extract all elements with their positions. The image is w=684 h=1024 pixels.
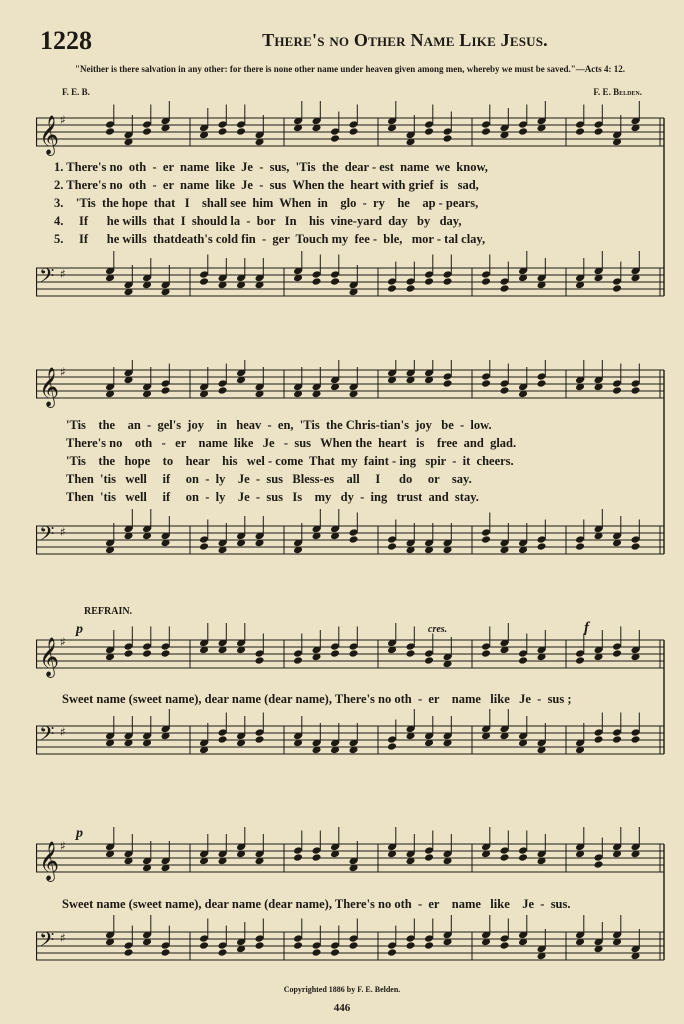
page-number: 446 bbox=[333, 1002, 351, 1014]
hymn-title: There's no Other Name Like Jesus. bbox=[262, 30, 548, 50]
key-sharp-icon: ♯ bbox=[60, 725, 66, 739]
music-system-2 bbox=[36, 360, 668, 570]
note-head bbox=[105, 127, 115, 136]
note-head bbox=[142, 649, 152, 658]
note-head bbox=[330, 948, 340, 957]
refrain-line-2: Sweet name (sweet name), dear name (dear name), There's no oth - er name like Je - sus. bbox=[62, 897, 571, 911]
note-head bbox=[575, 656, 585, 665]
note-head bbox=[387, 542, 397, 551]
note-head bbox=[255, 941, 265, 950]
note-head bbox=[236, 127, 246, 136]
note-head bbox=[293, 656, 303, 665]
note-head bbox=[481, 277, 491, 286]
bass-clef-icon: 𝄢 bbox=[39, 722, 55, 750]
note-head bbox=[387, 284, 397, 293]
note-head bbox=[518, 853, 528, 862]
note-head bbox=[424, 853, 434, 862]
verse-line-5: 5. If he wills thatdeath's cold fin - ger Touch my fee - ble, mor - tal clay, bbox=[54, 232, 486, 246]
note-head bbox=[631, 386, 641, 395]
note-head bbox=[199, 941, 209, 950]
note-head bbox=[330, 277, 340, 286]
note-head bbox=[293, 941, 303, 950]
note-head bbox=[481, 649, 491, 658]
note-head bbox=[218, 386, 228, 395]
note-head bbox=[124, 649, 134, 658]
note-head bbox=[594, 127, 604, 136]
refrain-line-1: Sweet name (sweet name), dear name (dear name), There's no oth - er name like Je - sus ; bbox=[62, 692, 572, 706]
note-head bbox=[255, 656, 265, 665]
note-head bbox=[161, 948, 171, 957]
treble-notes bbox=[105, 360, 660, 398]
note-head bbox=[594, 860, 604, 869]
verse-line-1: 1. There's no oth - er name like Je - sus, 'Tis the dear - est name we know, bbox=[54, 160, 488, 174]
note-head bbox=[406, 284, 416, 293]
note-head bbox=[349, 127, 359, 136]
key-sharp-icon: ♯ bbox=[60, 931, 66, 945]
note-head bbox=[161, 386, 171, 395]
key-sharp-icon: ♯ bbox=[60, 635, 66, 649]
note-head bbox=[500, 386, 510, 395]
note-head bbox=[199, 542, 209, 551]
note-head bbox=[612, 284, 622, 293]
note-head bbox=[142, 127, 152, 136]
note-head bbox=[612, 735, 622, 744]
key-sharp-icon: ♯ bbox=[60, 839, 66, 853]
note-head bbox=[312, 277, 322, 286]
note-head bbox=[537, 542, 547, 551]
treble-clef-icon: 𝄞 bbox=[39, 637, 60, 677]
treble-clef-icon: 𝄞 bbox=[39, 367, 60, 407]
note-head bbox=[424, 656, 434, 665]
note-head bbox=[312, 948, 322, 957]
note-head bbox=[631, 735, 641, 744]
refrain-label: REFRAIN. bbox=[84, 606, 133, 617]
verse-line-1b: 'Tis the an - gel's joy in heav - en, 'Tis the Chris-tian's joy be - low. bbox=[66, 418, 492, 432]
bass-clef-icon: 𝄢 bbox=[39, 928, 55, 956]
note-head bbox=[575, 542, 585, 551]
note-head bbox=[443, 134, 453, 143]
note-head bbox=[161, 649, 171, 658]
note-head bbox=[330, 134, 340, 143]
note-head bbox=[594, 735, 604, 744]
music-credit: F. E. Belden. bbox=[593, 87, 642, 97]
note-head bbox=[481, 535, 491, 544]
note-head bbox=[387, 948, 397, 957]
note-head bbox=[218, 948, 228, 957]
note-head bbox=[255, 735, 265, 744]
note-head bbox=[537, 379, 547, 388]
key-sharp-icon: ♯ bbox=[60, 365, 66, 379]
note-head bbox=[199, 277, 209, 286]
treble-staff bbox=[36, 635, 664, 678]
note-head bbox=[500, 853, 510, 862]
key-sharp-icon: ♯ bbox=[60, 113, 66, 127]
verse-line-5b: Then 'tis well if on - ly Je - sus Is my dy - ing trust and stay. bbox=[66, 490, 479, 504]
note-head bbox=[424, 277, 434, 286]
hymn-number: 1228 bbox=[40, 26, 92, 55]
bass-clef-icon: 𝄢 bbox=[39, 264, 55, 292]
dynamic-forte: f bbox=[584, 620, 589, 636]
note-head bbox=[424, 941, 434, 950]
key-sharp-icon: ♯ bbox=[60, 267, 66, 281]
note-head bbox=[481, 127, 491, 136]
verse-line-3: 3. 'Tis the hope that I shall see him When in glo - ry he ap - pears, bbox=[54, 196, 479, 210]
dynamic-piano-2: p bbox=[76, 826, 83, 841]
note-head bbox=[312, 853, 322, 862]
note-head bbox=[631, 542, 641, 551]
note-head bbox=[349, 649, 359, 658]
verse-line-4b: Then 'tis well if on - ly Je - sus Bless-es all I do or say. bbox=[66, 472, 472, 486]
copyright-notice: Copyrighted 1886 by F. E. Belden. bbox=[283, 985, 401, 994]
music-system-3 bbox=[36, 622, 668, 772]
note-head bbox=[406, 649, 416, 658]
note-head bbox=[124, 948, 134, 957]
dynamic-piano: p bbox=[76, 622, 83, 637]
scripture-epigraph: "Neither is there salvation in any other: for there is none other name under heaven given among men, whereby we must be saved."—Acts 4: 12. bbox=[74, 64, 626, 74]
note-head bbox=[443, 379, 453, 388]
note-head bbox=[387, 742, 397, 751]
note-head bbox=[218, 127, 228, 136]
verse-line-3b: 'Tis the hope to hear his wel - come That my faint - ing spir - it cheers. bbox=[66, 454, 514, 468]
note-head bbox=[424, 127, 434, 136]
note-head bbox=[218, 735, 228, 744]
treble-clef-icon: 𝄞 bbox=[39, 115, 60, 155]
treble-clef-icon: 𝄞 bbox=[39, 841, 60, 881]
key-sharp-icon: ♯ bbox=[60, 525, 66, 539]
note-head bbox=[500, 284, 510, 293]
note-head bbox=[518, 656, 528, 665]
note-head bbox=[293, 853, 303, 862]
music-system-1 bbox=[36, 100, 668, 310]
note-head bbox=[575, 127, 585, 136]
verse-line-4: 4. If he wills that I should la - bor In his vine-yard day by day, bbox=[54, 214, 462, 228]
verse-line-2: 2. There's no oth - er name like Je - sus When the heart with grief is sad, bbox=[54, 178, 479, 192]
verse-line-2b: There's no oth - er name like Je - sus When the heart is free and glad. bbox=[66, 436, 517, 450]
note-head bbox=[349, 535, 359, 544]
note-head bbox=[612, 386, 622, 395]
words-credit: F. E. B. bbox=[62, 87, 90, 97]
bass-clef-icon: 𝄢 bbox=[39, 522, 55, 550]
note-head bbox=[443, 277, 453, 286]
note-head bbox=[518, 127, 528, 136]
dynamic-crescendo: cres. bbox=[428, 624, 448, 635]
note-head bbox=[349, 941, 359, 950]
note-head bbox=[612, 649, 622, 658]
note-head bbox=[481, 379, 491, 388]
note-head bbox=[330, 649, 340, 658]
music-system-4 bbox=[36, 826, 668, 981]
note-head bbox=[500, 941, 510, 950]
note-head bbox=[406, 941, 416, 950]
